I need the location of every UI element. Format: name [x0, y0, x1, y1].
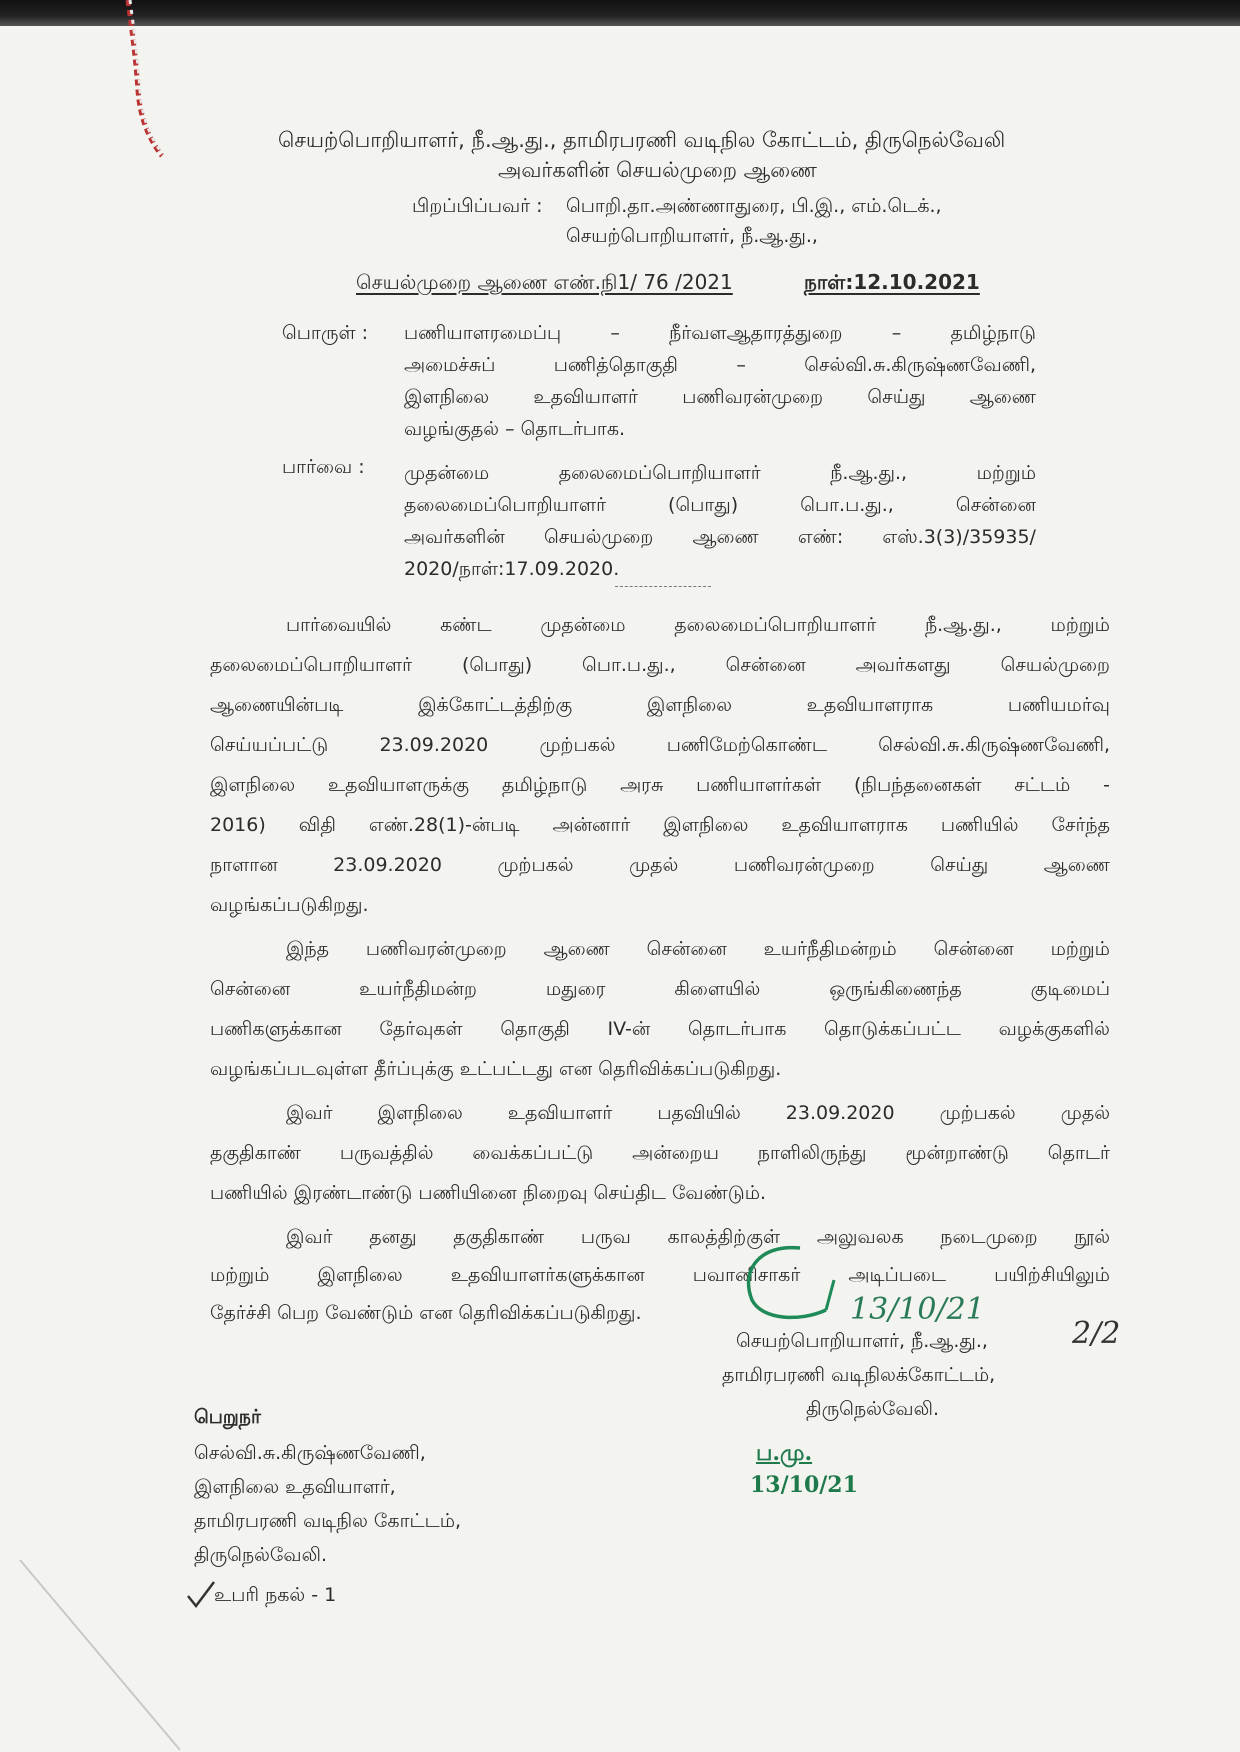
para4-line-2: மற்றும் இளநிலை உதவியாளர்களுக்கான பவானிசாகர் அடிப்படை பயிற்சியிலும் [210, 1264, 1110, 1286]
subject-label: பொருள் : [282, 322, 369, 344]
recipient-name: செல்வி.சு.கிருஷ்ணவேணி, [194, 1442, 426, 1464]
office-title: செயற்பொறியாளர், நீ.ஆ.து., தாமிரபரணி வடிநில கோட்டம், திருநெல்வேலி [278, 128, 1006, 152]
binding-twine-icon [0, 0, 200, 200]
signatory-place: திருநெல்வேலி. [806, 1398, 939, 1420]
para2-line-1: இந்த பணிவரன்முறை ஆணை சென்னை உயர்நீதிமன்றம் சென்னை மற்றும் [286, 938, 1110, 960]
copy-note: உபரி நகல் - 1 [214, 1584, 337, 1606]
stamp-initials: ப.மு. [756, 1440, 813, 1466]
para1-line-6: 2016) விதி எண்.28(1)-ன்படி அன்னார் இளநிலை உதவியாளராக பணியில் சேர்ந்த [210, 814, 1110, 836]
reference-line-3: அவர்களின் செயல்முறை ஆணை எண்: எஸ்.3(3)/35935/ [404, 526, 1036, 548]
order-date: நாள்:12.10.2021 [804, 270, 980, 294]
stamp-date: 13/10/21 [750, 1472, 858, 1498]
para3-line-3: பணியில் இரண்டாண்டு பணியினை நிறைவு செய்திட வேண்டும். [210, 1182, 767, 1204]
para1-line-8: வழங்கப்படுகிறது. [210, 894, 369, 916]
para4-line-1: இவர் தனது தகுதிகாண் பருவ காலத்திற்குள் அலுவலக நடைமுறை நூல் [286, 1226, 1110, 1248]
section-divider [615, 586, 711, 587]
para2-line-2: சென்னை உயர்நீதிமன்ற மதுரை கிளையில் ஒருங்கிணைந்த குடிமைப் [210, 978, 1110, 1000]
reference-line-2: தலைமைப்பொறியாளர் (பொது) பொ.ப.து., சென்னை [404, 494, 1036, 516]
recipient-place: திருநெல்வேலி. [194, 1544, 327, 1566]
para2-line-4: வழங்கப்படவுள்ள தீர்ப்புக்கு உட்பட்டது என தெரிவிக்கப்படுகிறது. [210, 1058, 782, 1080]
para2-line-3: பணிகளுக்கான தேர்வுகள் தொகுதி IV-ன் தொடர்பாக தொடுக்கப்பட்ட வழக்குகளில் [210, 1018, 1110, 1040]
para1-line-3: ஆணையின்படி இக்கோட்டத்திற்கு இளநிலை உதவியாளராக பணியமர்வு [210, 694, 1110, 716]
subject-line-3: இளநிலை உதவியாளர் பணிவரன்முறை செய்து ஆணை [404, 386, 1036, 408]
order-number: செயல்முறை ஆணை எண்.நி1/ 76 /2021 [356, 270, 733, 294]
recipient-designation: இளநிலை உதவியாளர், [194, 1476, 396, 1498]
reference-line-4: 2020/நாள்:17.09.2020. [404, 558, 620, 580]
office-title-line2: அவர்களின் செயல்முறை ஆணை [498, 158, 817, 182]
recipient-label: பெறுநர் [194, 1406, 261, 1428]
para1-line-1: பார்வையில் கண்ட முதன்மை தலைமைப்பொறியாளர் நீ.ஆ.து., மற்றும் [286, 614, 1110, 636]
signatory-designation: செயற்பொறியாளர், நீ.ஆ.து., [736, 1330, 988, 1352]
issuer-name: பொறி.தா.அண்ணாதுரை, பி.இ., எம்.டெக்., [566, 195, 942, 217]
subject-line-4: வழங்குதல் – தொடர்பாக. [404, 418, 626, 440]
subject-line-1: பணியாளரமைப்பு – நீர்வளஆதாரத்துறை – தமிழ்நாடு [404, 322, 1036, 344]
page-marker: 2/2 [1072, 1316, 1121, 1351]
signatory-office: தாமிரபரணி வடிநிலக்கோட்டம், [722, 1364, 996, 1386]
subject-line-2: அமைச்சுப் பணித்தொகுதி – செல்வி.சு.கிருஷ்ணவேணி, [404, 354, 1036, 376]
para3-line-2: தகுதிகாண் பருவத்தில் வைக்கப்பட்டு அன்றைய நாளிலிருந்து மூன்றாண்டு தொடர் [210, 1142, 1110, 1164]
reference-line-1: முதன்மை தலைமைப்பொறியாளர் நீ.ஆ.து., மற்றும் [404, 462, 1036, 484]
issuer-designation: செயற்பொறியாளர், நீ.ஆ.து., [566, 225, 818, 247]
recipient-office: தாமிரபரணி வடிநில கோட்டம், [194, 1510, 462, 1532]
para1-line-7: நாளான 23.09.2020 முற்பகல் முதல் பணிவரன்முறை செய்து ஆணை [210, 854, 1110, 876]
para3-line-1: இவர் இளநிலை உதவியாளர் பதவியில் 23.09.2020 முற்பகல் முதல் [286, 1102, 1110, 1124]
para4-line-3: தேர்ச்சி பெற வேண்டும் என தெரிவிக்கப்படுகிறது. [210, 1302, 642, 1324]
reference-label: பார்வை : [282, 456, 365, 478]
para1-line-5: இளநிலை உதவியாளருக்கு தமிழ்நாடு அரசு பணியாளர்கள் (நிபந்தனைகள் சட்டம் - [210, 774, 1110, 796]
scan-artifact-line [0, 1560, 200, 1752]
para1-line-2: தலைமைப்பொறியாளர் (பொது) பொ.ப.து., சென்னை அவர்களது செயல்முறை [210, 654, 1110, 676]
para1-line-4: செய்யப்பட்டு 23.09.2020 முற்பகல் பணிமேற்கொண்ட செல்வி.சு.கிருஷ்ணவேணி, [210, 734, 1110, 756]
signature-date-handwritten: 13/10/21 [850, 1292, 985, 1327]
issuer-label: பிறப்பிப்பவர் : [412, 195, 543, 217]
